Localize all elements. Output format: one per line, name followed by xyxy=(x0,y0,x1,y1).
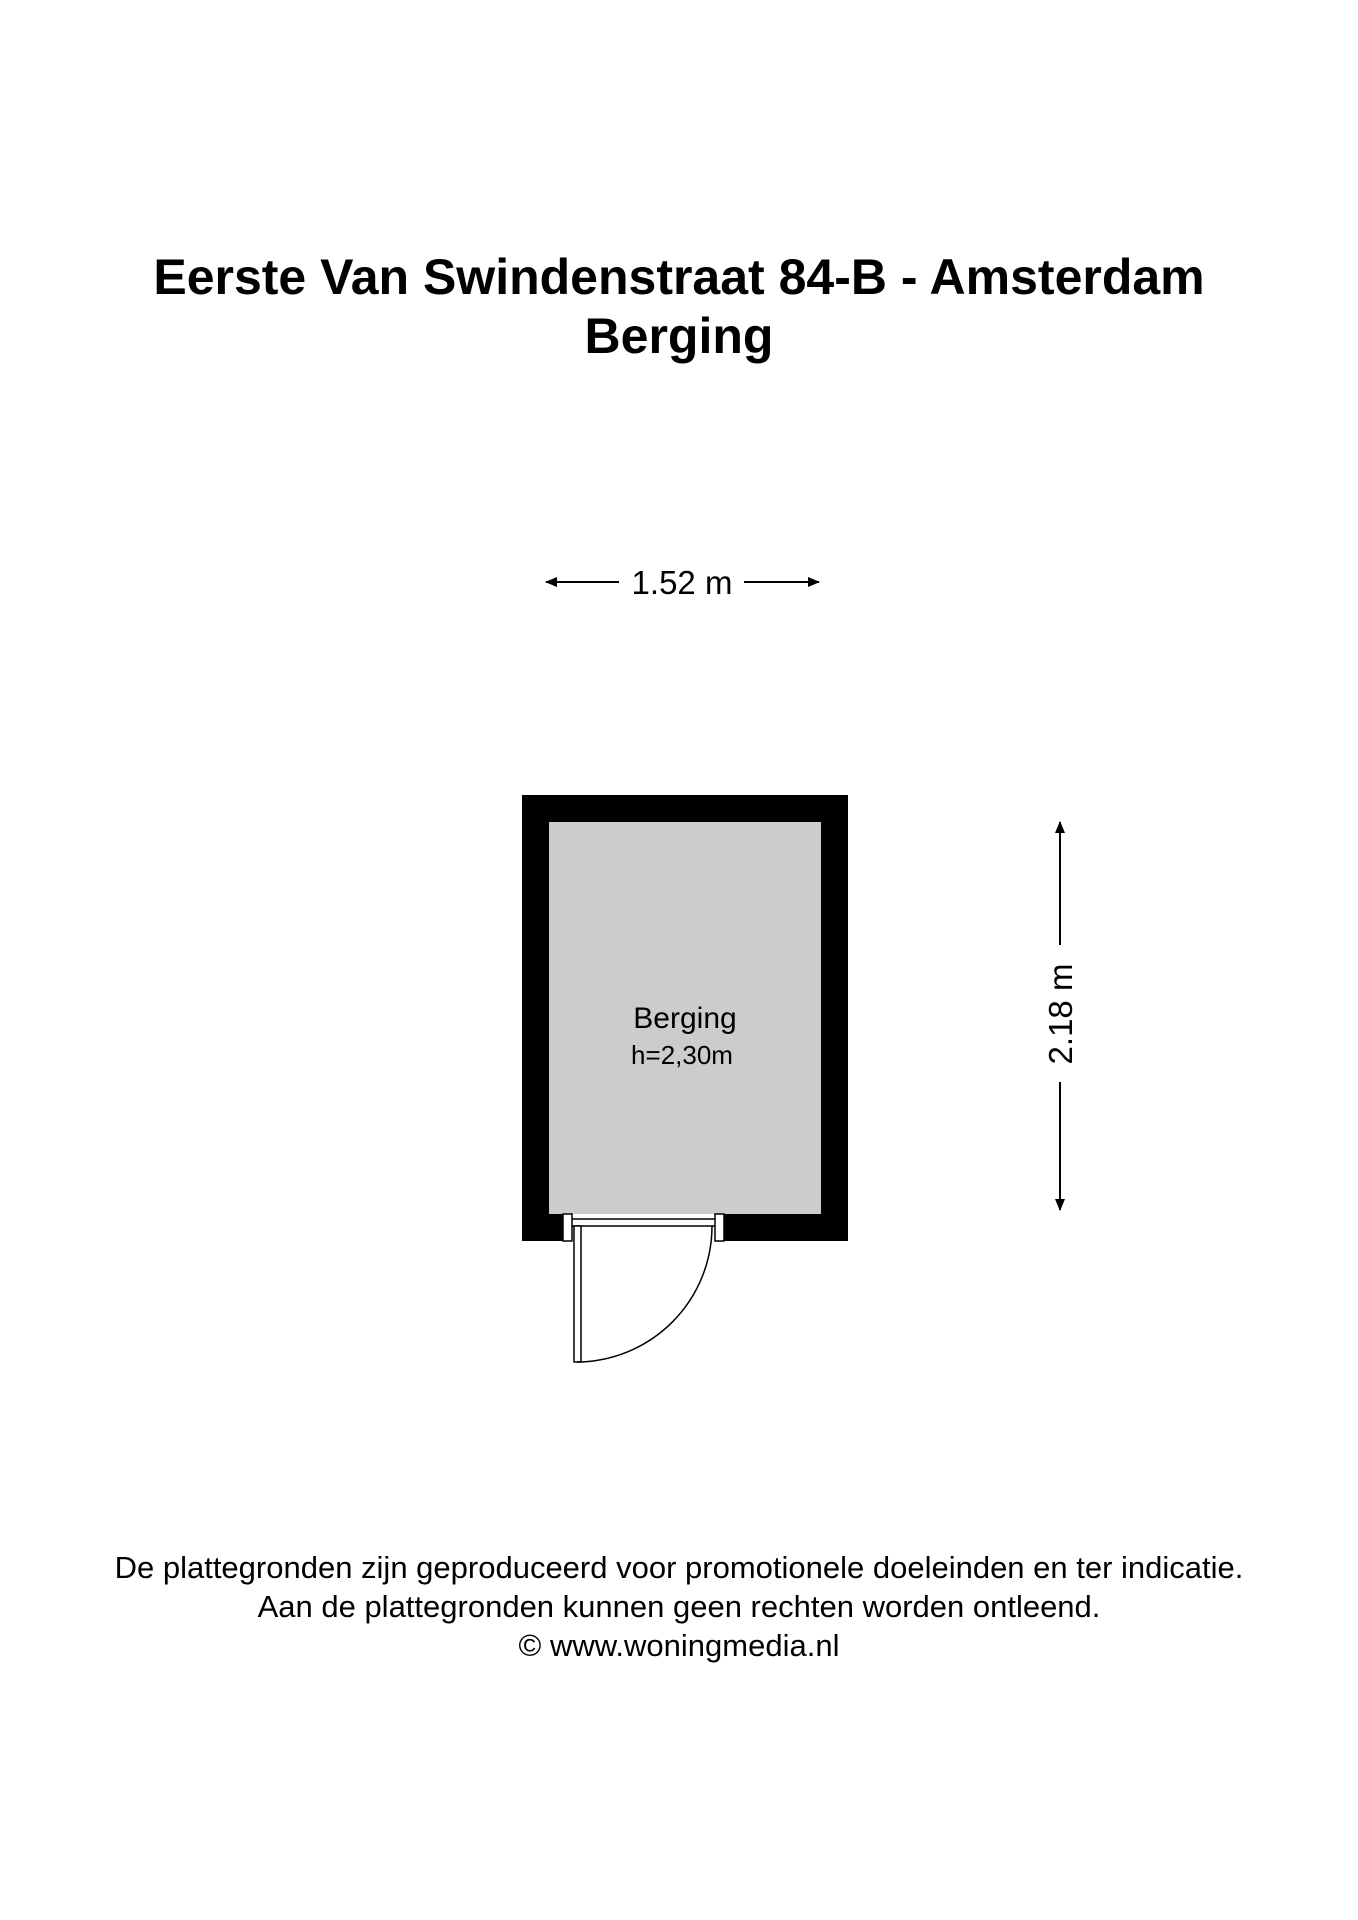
floor-name: Berging xyxy=(584,308,774,364)
door-leaf xyxy=(574,1226,581,1362)
length-label: 2.18 m xyxy=(1042,963,1079,1065)
width-label: 1.52 m xyxy=(631,564,733,601)
disclaimer-line-1: De plattegronden zijn geproduceerd voor promotionele doeleinden en ter indicatie. xyxy=(114,1550,1244,1585)
room-name: Berging xyxy=(633,1002,737,1035)
copyright-link[interactable]: © www.woningmedia.nl xyxy=(518,1628,840,1663)
width-dimension xyxy=(546,564,819,601)
page-title: Eerste Van Swindenstraat 84-B - Amsterdam xyxy=(153,249,1205,305)
room-berging xyxy=(522,795,848,1362)
door-opening xyxy=(563,1214,724,1241)
disclaimer-line-2: Aan de plattegronden kunnen geen rechten worden ontleend. xyxy=(257,1589,1101,1624)
door-swing-arc xyxy=(577,1226,712,1362)
length-dimension xyxy=(1042,822,1079,1210)
room-height: h=2,30m xyxy=(631,1040,733,1070)
